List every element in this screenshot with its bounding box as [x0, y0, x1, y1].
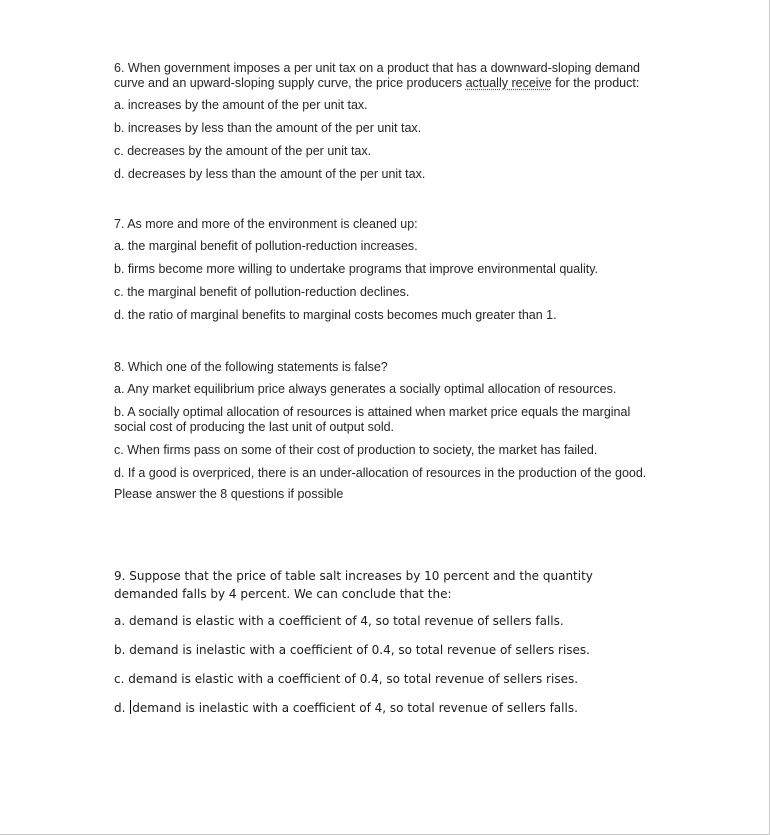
question-8-stem: 8. Which one of the following statements is false? [114, 360, 388, 374]
question-7-option-d: d. the ratio of marginal benefits to marginal costs becomes much greater than 1. [114, 308, 557, 322]
question-6-option-a: a. increases by the amount of the per unit tax. [114, 98, 368, 112]
question-9-block[interactable] [114, 567, 659, 728]
question-9-option-d-prefix: d. [114, 701, 126, 715]
question-9-option-d-text: demand is inelastic with a coefficient of 4, so total revenue of sellers falls. [132, 701, 578, 715]
question-7-stem: 7. As more and more of the environment is cleaned up: [114, 217, 418, 231]
question-7-option-b: b. firms become more willing to undertake programs that improve environmental quality. [114, 262, 599, 276]
question-8-option-b: b. A socially optimal allocation of resources is attained when market price equals the marginal social cost of producing the last unit of output sold. [114, 405, 631, 434]
question-6-stem-end: for the product: [551, 76, 640, 90]
request-note: Please answer the 8 questions if possible [114, 487, 344, 501]
spacer [114, 190, 654, 217]
question-7-option-a: a. the marginal benefit of pollution-reduction increases. [114, 239, 418, 253]
question-6-stem [114, 61, 654, 91]
spacer [114, 331, 654, 360]
question-6-option-c: c. decreases by the amount of the per unit tax. [114, 144, 372, 158]
grammar-flagged-text[interactable]: actually receive [465, 76, 552, 90]
question-8-option-d: d. If a good is overpriced, there is an under-allocation of resources in the production of the good. [114, 466, 647, 480]
document-body[interactable] [114, 61, 654, 502]
question-9-option-a: a. demand is elastic with a coefficient of 4, so total revenue of sellers falls. [114, 614, 564, 628]
question-6-option-d: d. decreases by less than the amount of the per unit tax. [114, 167, 426, 181]
question-6-option-b: b. increases by less than the amount of the per unit tax. [114, 121, 422, 135]
question-9-option-d [114, 699, 659, 717]
question-7-option-c: c. the marginal benefit of pollution-reduction declines. [114, 285, 410, 299]
question-9-option-b: b. demand is inelastic with a coefficient of 0.4, so total revenue of sellers rises. [114, 643, 590, 657]
question-8-option-a: a. Any market equilibrium price always generates a socially optimal allocation of resources. [114, 382, 617, 396]
question-6-stem-text: 6. When government imposes a per unit tax on a product that has a downward-sloping demand curve and an upward-sloping supply curve, the price producers [114, 61, 641, 90]
question-8-option-c: c. When firms pass on some of their cost of production to society, the market has failed. [114, 443, 598, 457]
question-9-stem: 9. Suppose that the price of table salt increases by 10 percent and the quantity demanded falls by 4 percent. We can conclude that the: [114, 569, 593, 601]
question-9-option-c: c. demand is elastic with a coefficient of 0.4, so total revenue of sellers rises. [114, 672, 579, 686]
